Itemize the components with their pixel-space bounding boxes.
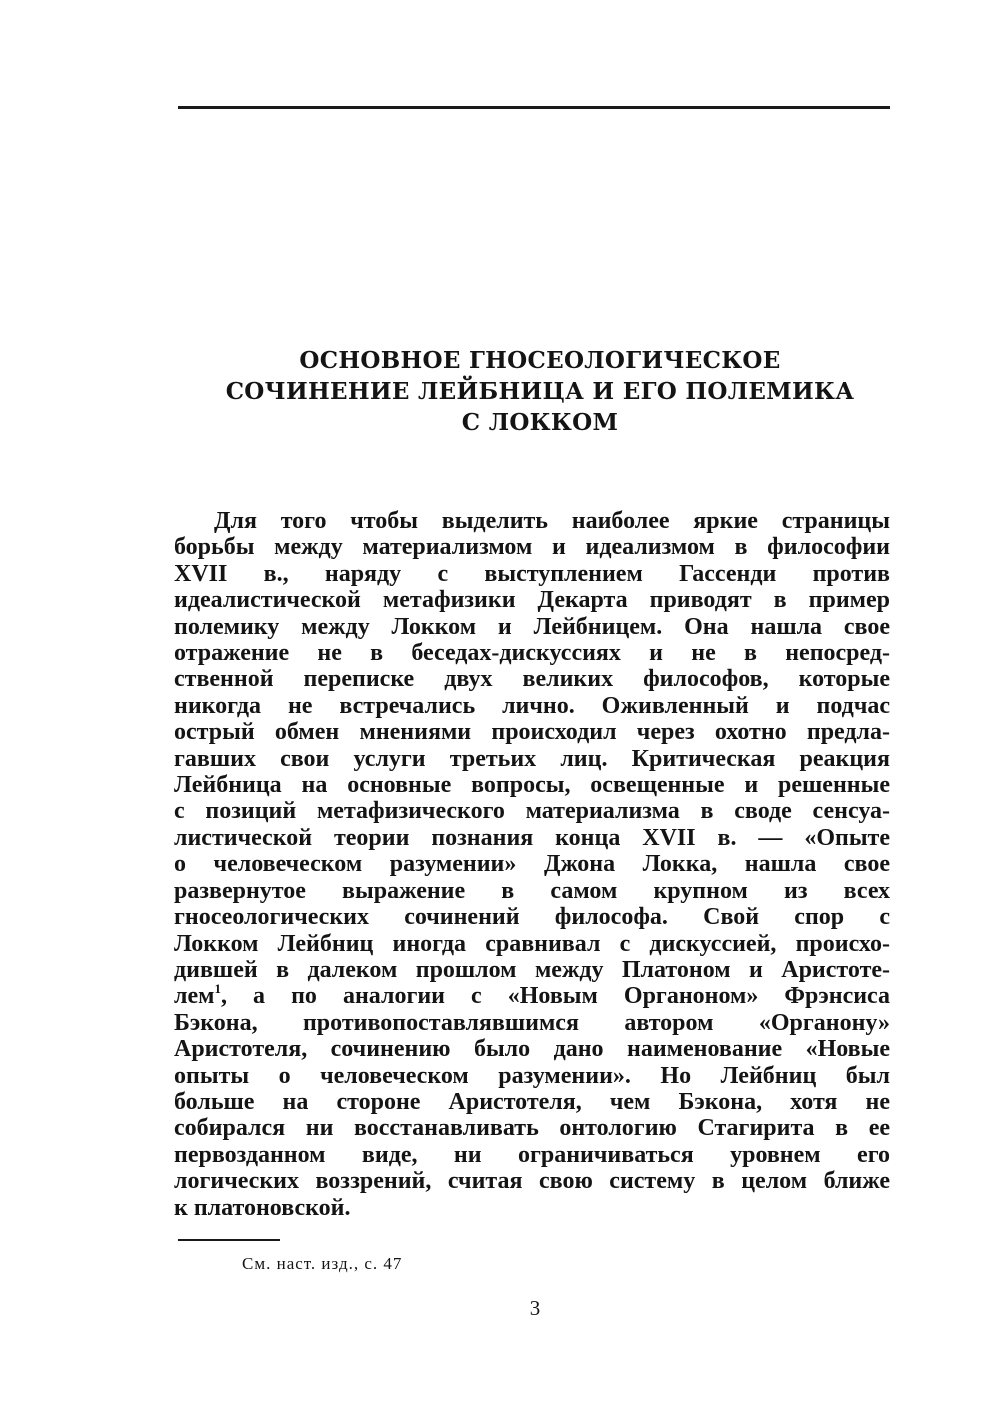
footnote-rule bbox=[178, 1239, 280, 1241]
body-paragraph bbox=[174, 508, 890, 1221]
text-line: дившей в далеком прошлом между Платоном и Аристоте- bbox=[174, 956, 890, 983]
text-line-with-footnote bbox=[174, 983, 890, 1009]
text-line: борьбы между материализмом и идеализмом в философии bbox=[174, 534, 890, 561]
text-line: развернутое выражение в самом крупном из всех bbox=[174, 877, 890, 904]
text-line: Для того чтобы выделить наиболее яркие страницы bbox=[214, 508, 890, 534]
text-line: Бэкона, противопоставлявшимся автором «Органону» bbox=[174, 1009, 890, 1036]
text-line: больше на стороне Аристотеля, чем Бэкона, хотя не bbox=[174, 1088, 890, 1115]
chapter-title-line: С ЛОККОМ bbox=[461, 409, 619, 436]
text-fragment: лем bbox=[174, 983, 215, 1010]
text-line: Аристотеля, сочинению было дано наименование «Новые bbox=[174, 1036, 890, 1063]
text-line: собирался ни восстанавливать онтологию Стагирита в ее bbox=[174, 1115, 890, 1142]
footnote: См. наст. изд., с. 47 bbox=[242, 1254, 403, 1273]
text-line: с позиций метафизического материализма в своде сенсуа- bbox=[174, 798, 890, 825]
text-line: логических воззрений, считая свою систему в целом ближе bbox=[174, 1168, 890, 1195]
text-line: опыты о человеческом разумении». Но Лейбниц был bbox=[174, 1062, 890, 1089]
footnote-reference[interactable]: 1 bbox=[214, 983, 221, 997]
chapter-title-line: СОЧИНЕНИЕ ЛЕЙБНИЦА И ЕГО ПОЛЕМИКА bbox=[225, 378, 855, 405]
chapter-title-line: ОСНОВНОЕ ГНОСЕОЛОГИЧЕСКОЕ bbox=[299, 347, 781, 374]
text-line: XVII в., наряду с выступлением Гассенди против bbox=[174, 560, 890, 587]
text-line: отражение не в беседах-дискуссиях и не в непосред- bbox=[174, 640, 890, 667]
text-line: никогда не встречались лично. Оживленный и подчас bbox=[174, 692, 890, 719]
text-line: листической теории познания конца XVII в. — «Опыте bbox=[174, 824, 890, 851]
page-number: 3 bbox=[529, 1296, 541, 1320]
text-fragment: , а по аналогии с «Новым Органоном» Фрэнсиса bbox=[220, 983, 890, 1010]
text-line: острый обмен мнениями происходил через охотно предла- bbox=[174, 719, 890, 746]
text-line: ственной переписке двух великих философов, которые bbox=[174, 666, 890, 693]
text-line: первозданном виде, ни ограничиваться уровнем его bbox=[174, 1141, 890, 1168]
text-line: гавших свои услуги третьих лиц. Критическая реакция bbox=[174, 745, 890, 772]
text-line: о человеческом разумении» Джона Локка, нашла свое bbox=[174, 851, 890, 878]
text-line: к платоновской. bbox=[174, 1194, 351, 1221]
text-line: идеалистической метафизики Декарта приводят в пример bbox=[174, 587, 890, 614]
text-line: Локком Лейбниц иногда сравнивал с дискуссией, происхо- bbox=[174, 930, 890, 957]
text-line: Лейбница на основные вопросы, освещенные и решенные bbox=[174, 772, 890, 799]
chapter-title bbox=[160, 345, 920, 438]
text-line: гносеологических сочинений философа. Свой спор с bbox=[174, 904, 890, 931]
header-rule bbox=[178, 106, 890, 109]
text-line: полемику между Локком и Лейбницем. Она нашла свое bbox=[174, 613, 890, 640]
